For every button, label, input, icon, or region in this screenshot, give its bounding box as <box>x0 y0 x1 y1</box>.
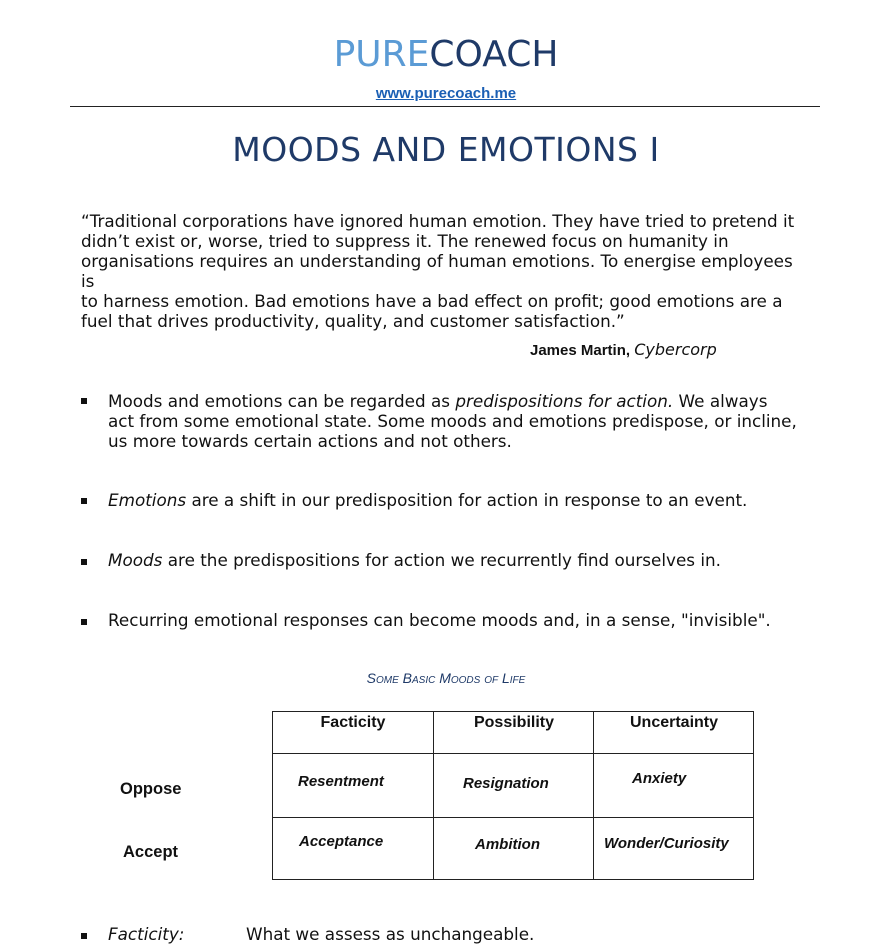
bullet-emphasis: Emotions <box>108 490 187 510</box>
list-item <box>108 391 808 451</box>
table-cell: Wonder/Curiosity <box>604 835 729 852</box>
list-item <box>108 610 771 630</box>
quote-line: fuel that drives productivity, quality, and customer satisfaction.” <box>81 311 625 331</box>
quote-author: James Martin, <box>530 342 631 359</box>
bullet-text: Recurring emotional responses can become moods and, in a sense, "invisible". <box>108 610 771 630</box>
table-border <box>272 817 754 818</box>
definition-term: Facticity: <box>108 924 185 944</box>
bullet-text: We always <box>673 391 768 411</box>
table-cell: Ambition <box>475 836 540 853</box>
table-cell: Resignation <box>463 775 549 792</box>
moods-table <box>272 711 754 880</box>
quote-source: Cybercorp <box>634 340 717 359</box>
bullet-text: act from some emotional state. Some moods and emotions predispose, or incline, <box>108 411 797 431</box>
table-border <box>272 711 273 880</box>
bullet-emphasis: Moods <box>108 550 163 570</box>
website-link[interactable]: www.purecoach.me <box>375 85 517 102</box>
bullet-emphasis: predispositions for action. <box>455 391 674 411</box>
bullet-square-icon <box>81 559 87 565</box>
list-item <box>108 490 747 510</box>
logo-coach: COACH <box>429 34 559 75</box>
header-divider <box>70 106 820 107</box>
quote-line: organisations requires an understanding of human emotions. To energise employees is <box>81 251 793 291</box>
quote-line: didn’t exist or, worse, tried to suppress it. The renewed focus on humanity in <box>81 231 729 251</box>
logo <box>0 34 892 75</box>
bullet-square-icon <box>81 398 87 404</box>
table-border <box>272 711 754 712</box>
quote-line: to harness emotion. Bad emotions have a bad effect on profit; good emotions are a <box>81 291 783 311</box>
quote-block <box>81 211 801 331</box>
bullet-text: are a shift in our predisposition for action in response to an event. <box>186 490 748 510</box>
bullet-square-icon <box>81 933 87 939</box>
bullet-square-icon <box>81 619 87 625</box>
bullet-square-icon <box>81 498 87 504</box>
table-caption: Some Basic Moods of Life <box>366 670 526 686</box>
bullet-text: Moods and emotions can be regarded as <box>108 391 456 411</box>
table-cell: Resentment <box>298 773 384 790</box>
logo-pure: PURE <box>333 34 430 75</box>
table-border <box>593 711 594 880</box>
quote-attribution <box>530 340 717 359</box>
table-border <box>433 711 434 880</box>
list-item <box>108 550 721 570</box>
column-header-possibility: Possibility <box>473 714 555 731</box>
definition-text: What we assess as unchangeable. <box>246 924 535 944</box>
table-cell: Anxiety <box>632 770 687 787</box>
bullet-text: us more towards certain actions and not others. <box>108 431 512 451</box>
table-border <box>272 879 754 880</box>
row-label-oppose: Oppose <box>120 780 182 798</box>
table-border <box>753 711 754 880</box>
table-border <box>272 753 754 754</box>
bullet-text: are the predispositions for action we recurrently find ourselves in. <box>162 550 722 570</box>
column-header-uncertainty: Uncertainty <box>629 714 719 731</box>
page-title: MOODS AND EMOTIONS I <box>232 130 660 169</box>
quote-line: “Traditional corporations have ignored human emotion. They have tried to pretend it <box>81 211 795 231</box>
column-header-facticity: Facticity <box>320 714 386 731</box>
row-label-accept: Accept <box>123 843 179 861</box>
table-cell: Acceptance <box>299 833 384 850</box>
